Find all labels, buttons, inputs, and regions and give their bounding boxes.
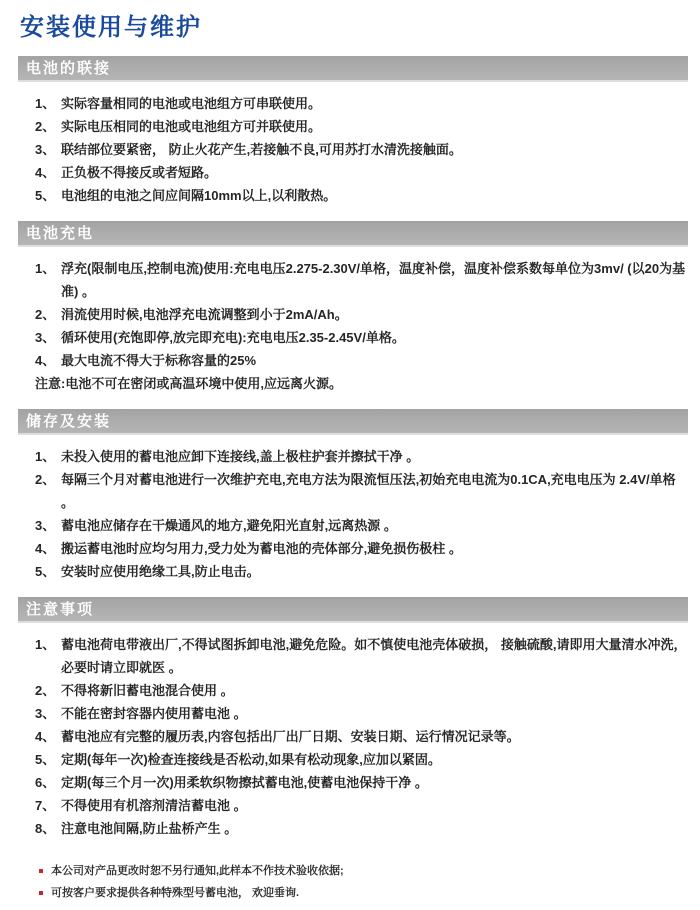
section-title: 注意事项: [26, 601, 95, 618]
item-text: 每隔三个月对蓄电池进行一次维护充电,充电方法为限流恒压法,初始充电电流为0.1CA,充电电压为 2.4V/单格 。: [61, 472, 676, 510]
item-text: 安装时应使用绝缘工具,防止电击。: [61, 564, 260, 579]
list-item: [35, 817, 688, 840]
list-item: [35, 257, 688, 303]
list-item: [35, 303, 688, 326]
item-number: 5、: [35, 564, 56, 579]
footnote-item: [38, 860, 688, 882]
list-item: [35, 560, 688, 583]
section-title: 电池的联接: [26, 60, 112, 77]
item-number: 3、: [35, 518, 56, 533]
item-text: 蓄电池应储存在干燥通风的地方,避免阳光直射,远离热源 。: [61, 518, 397, 533]
item-number: 5、: [35, 752, 56, 767]
section: [18, 597, 688, 840]
item-number: 3、: [35, 330, 56, 345]
footnote-text: 可按客户要求提供各种特殊型号蓄电池， 欢迎垂询.: [51, 887, 300, 899]
footnote-text: 本公司对产品更改时恕不另行通知,此样本不作技术验收依据;: [51, 865, 344, 877]
section-items: [35, 92, 688, 207]
footnotes: [38, 860, 688, 904]
list-item: [35, 138, 688, 161]
list-item: [35, 514, 688, 537]
item-text: 循环使用(充饱即停,放完即充电):充电电压2.35-2.45V/单格。: [61, 330, 405, 345]
section-header: [18, 409, 688, 435]
item-text: 定期(每三个月一次)用柔软织物擦拭蓄电池,使蓄电池保持干净 。: [61, 775, 428, 790]
item-text: 不能在密封容器内使用蓄电池 。: [61, 706, 247, 721]
section-note: 注意:电池不可在密闭或高温环境中使用,应远离火源。: [35, 376, 342, 391]
list-item: [35, 468, 688, 514]
item-text: 电池组的电池之间应间隔10mm以上,以利散热。: [61, 188, 337, 203]
item-number: 3、: [35, 142, 56, 157]
item-number: 3、: [35, 706, 56, 721]
list-item: [35, 794, 688, 817]
section: [18, 56, 688, 207]
item-number: 4、: [35, 165, 56, 180]
item-number: 1、: [35, 637, 56, 652]
list-item: [35, 445, 688, 468]
section-title: 储存及安装: [26, 413, 112, 430]
item-number: 2、: [35, 307, 56, 322]
list-item: [35, 161, 688, 184]
item-text: 定期(每年一次)检查连接线是否松动,如果有松动现象,应加以紧固。: [61, 752, 441, 767]
item-number: 4、: [35, 729, 56, 744]
item-number: 2、: [35, 472, 56, 487]
list-item: [35, 771, 688, 794]
list-item: [35, 725, 688, 748]
item-text: 不得将新旧蓄电池混合使用 。: [61, 683, 234, 698]
item-number: 6、: [35, 775, 56, 790]
item-text: 注意电池间隔,防止盐桥产生 。: [61, 821, 238, 836]
item-number: 2、: [35, 683, 56, 698]
item-text: 蓄电池荷电带液出厂,不得试图拆卸电池,避免危险。如不慎使电池壳体破损， 接触硫酸,请即用大量清水冲洗， 必要时请立即就医 。: [61, 637, 687, 675]
section-items: [35, 633, 688, 840]
section-header: [18, 597, 688, 623]
list-item: [35, 184, 688, 207]
list-item: [35, 537, 688, 560]
list-item: [35, 349, 688, 372]
section-header: [18, 221, 688, 247]
list-item: [35, 748, 688, 771]
item-text: 实际电压相同的电池或电池组方可并联使用。: [61, 119, 322, 134]
list-item: [35, 702, 688, 725]
item-text: 最大电流不得大于标称容量的25%: [61, 353, 257, 368]
section-title: 电池充电: [26, 225, 95, 242]
section: [18, 409, 688, 583]
item-text: 未投入使用的蓄电池应卸下连接线,盖上极柱护套并擦拭干净 。: [61, 449, 420, 464]
item-number: 2、: [35, 119, 56, 134]
item-number: 5、: [35, 188, 56, 203]
list-item: [35, 92, 688, 115]
item-text: 不得使用有机溶剂清洁蓄电池 。: [61, 798, 247, 813]
item-text: 涓流使用时候,电池浮充电流调整到小于2mA/Ah。: [61, 307, 348, 322]
item-text: 联结部位要紧密， 防止火花产生,若接触不良,可用苏打水清洗接触面。: [61, 142, 462, 157]
item-text: 实际容量相同的电池或电池组方可串联使用。: [61, 96, 322, 111]
list-item: [35, 326, 688, 349]
item-number: 7、: [35, 798, 56, 813]
footnote-item: [38, 882, 688, 904]
item-number: 8、: [35, 821, 56, 836]
list-item: [35, 679, 688, 702]
item-number: 1、: [35, 96, 56, 111]
sections: [18, 56, 688, 840]
bullet-icon: [39, 891, 43, 895]
item-text: 正负极不得接反或者短路。: [61, 165, 218, 180]
item-number: 1、: [35, 261, 56, 276]
item-text: 搬运蓄电池时应均匀用力,受力处为蓄电池的壳体部分,避免损伤极柱 。: [61, 541, 462, 556]
section-items: [35, 257, 688, 395]
section-items: [35, 445, 688, 583]
item-text: 蓄电池应有完整的履历表,内容包括出厂出厂日期、安装日期、运行情况记录等。: [61, 729, 520, 744]
item-text: 浮充(限制电压,控制电流)使用:充电电压2.275-2.30V/单格，温度补偿，温度补偿系数每单位为3mv/ (以20为基准) 。: [61, 261, 686, 299]
page-title: 安装使用与维护: [20, 14, 202, 41]
item-number: 4、: [35, 541, 56, 556]
list-item: [35, 115, 688, 138]
item-number: 1、: [35, 449, 56, 464]
section-header: [18, 56, 688, 82]
item-number: 4、: [35, 353, 56, 368]
section: [18, 221, 688, 395]
list-item: [35, 633, 688, 679]
bullet-icon: [39, 869, 43, 873]
